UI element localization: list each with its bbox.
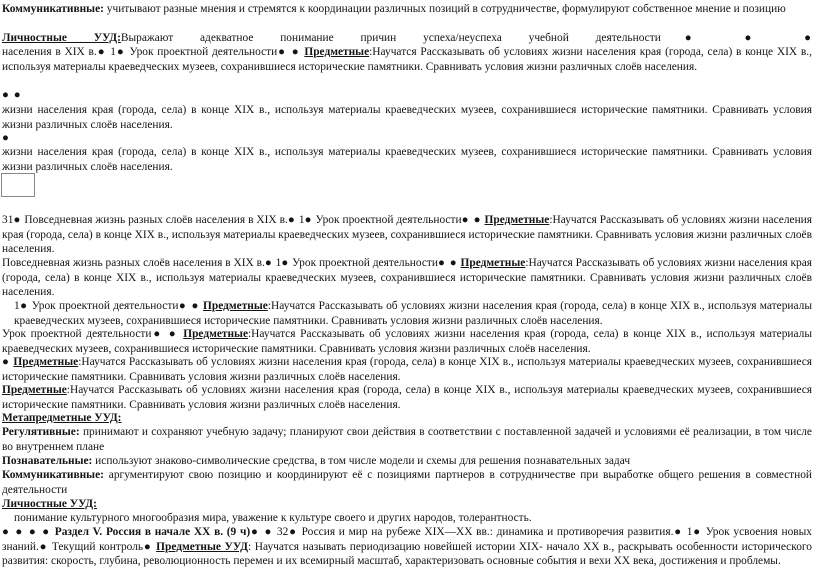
living-conditions-paragraph: жизни населения края (города, села) в конце XIX в., используя материалы краеведческих музеев, сохранившиеся исторические памятники. Сравнивать условия жизни различных слоёв населения. — [2, 104, 812, 131]
subject-results-paragraph: Предметные:Научатся Рассказывать об условиях жизни населения края (города, села) в конце XIX в., используя материалы краеведческих музеев, сохранившиеся исторические памятники. Сравнивать условия жизни различных слоёв населения. — [2, 384, 812, 411]
empty-table-cell — [1, 173, 35, 197]
project-lesson-paragraph: Урок проектной деятельности● ● Предметные:Научатся Рассказывать об условиях жизни населения края (города, села) в конце XIX в., используя материалы краеведческих музеев, сохранившиеся исторические памятники. Сравнивать условия жизни различных слоёв населения. — [2, 328, 813, 355]
subject-label: Предметные — [183, 328, 249, 340]
bullet-icon: ● — [2, 356, 11, 368]
bullet-icon: ● ● — [437, 257, 458, 269]
bullet-icon: ● ● ● — [660, 32, 812, 44]
communicative-label: Коммуникативные: — [2, 3, 104, 15]
bullet-icon: ● — [13, 214, 22, 226]
bullet-icon: ● — [692, 526, 703, 538]
bullet-icon: ● — [38, 540, 49, 553]
regulatory-label: Регулятивные: — [2, 426, 80, 438]
personal-uud-label: Личностные УУД: — [2, 32, 121, 44]
communicative-uud-paragraph: Коммуникативные: учитывают разные мнения и стремятся к координации различных позиций в сотрудничестве, формулируют собственное мнение и позицию — [2, 3, 786, 15]
bullet-icon: ● — [96, 46, 107, 58]
lesson-31-paragraph: 31● Повседневная жизнь разных слоёв населения в XIX в.● 1● Урок проектной деятельности● ● Предметные:Научатся Рассказывать об условиях жизни населения края (города, села) в конце XIX в., используя материалы краеведческих музеев, сохранившиеся исторические памятники. Сравнивать условия жизни различных слоёв населения. — [2, 214, 813, 256]
bullet-icon: ● — [116, 46, 126, 58]
bullet-icon: ● ● — [250, 526, 274, 538]
bullet-icon: ● ● — [277, 46, 301, 58]
bullet-icon: ● — [264, 257, 273, 269]
living-conditions-paragraph: жизни населения края (города, села) в конце XIX в., используя материалы краеведческих музеев, сохранившиеся исторические памятники. Сравнивать условия жизни различных слоёв населения. — [2, 146, 812, 173]
section-v-paragraph: ● ● ● ● Раздел V. Россия в начале XX в. (9 ч)● ● 32● Россия и мир на рубеже XIX—XX вв.: динамика и противоречия развития.● 1● Урок усвоения новых знаний.● Текущий контроль● Предметные УУД: Научатся называть периодизацию новейшей истории XIX- начало XX в., раскрывать особенности исторического развития: скорость, глубина, революционность перемен и их всемирный масштаб, характеризовать основные события и вехи XX века, достижения и проблемы. — [2, 526, 812, 568]
communicative-paragraph: Коммуникативные: аргументируют свою позицию и координируют её с позициями партнеров в сотрудничестве при выработке общего решения в совместной деятельности — [2, 469, 812, 496]
bullet-icon: ● — [673, 526, 684, 538]
personal-results-paragraph: понимание культурного многообразия мира, уважение к культуре своего и других народов, толерантность. — [14, 512, 532, 524]
section-title: Раздел V. Россия в начале XX в. (9 ч) — [51, 526, 251, 538]
regulatory-paragraph: Регулятивные: принимают и сохраняют учебную задачу; планируют свои действия в соответствии с поставленной задачей и условиями её реализации, в том числе во внутреннем плане — [2, 426, 812, 453]
bullet-icon: ● — [281, 257, 290, 269]
bullet-icon: ● ● ● ● — [2, 526, 52, 538]
bullet-icon: ● ● — [461, 214, 482, 226]
bullet-icon: ● — [19, 300, 29, 312]
subject-label: Предметные — [484, 214, 550, 226]
subject-results-paragraph: ● Предметные:Научатся Рассказывать об условиях жизни населения края (города, села) в конце XIX в., используя материалы краеведческих музеев, сохранившиеся исторические памятники. Сравнивать условия жизни различных слоёв населения. — [2, 356, 812, 383]
bullet-icon: ● — [304, 214, 313, 226]
bullet-line — [2, 131, 812, 146]
bullet-icon: ● — [287, 214, 296, 226]
bullet-icon: ● — [288, 526, 298, 538]
everyday-life-paragraph: Повседневная жизнь разных слоёв населения в XIX в.● 1● Урок проектной деятельности● ● Предметные:Научатся Рассказывать об условиях жизни населения края (города, села) в конце XIX в., используя материалы краеведческих музеев, сохранившиеся исторические памятники. Сравнивать условия жизни различных слоёв населения. — [2, 257, 812, 299]
bullet-line — [2, 88, 812, 103]
personal-heading: Личностные УУД: — [2, 498, 97, 510]
cognitive-label: Познавательные: — [2, 455, 93, 467]
lesson-paragraph: населения в XIX в.● 1● Урок проектной деятельности● ● Предметные:Научатся Рассказывать об условиях жизни населения края (города, села) в конце XIX в., используя материалы краеведческих музеев, сохранившиеся исторические памятники. Сравнивать условия жизни различных слоёв населения. — [2, 46, 812, 73]
subject-label: Предметные — [460, 257, 526, 269]
bullet-icon: ● ● — [2, 89, 22, 101]
cognitive-paragraph: Познавательные: используют знаково-символические средства, в том числе модели и схемы для решения познавательных задач — [2, 455, 631, 467]
metasubject-heading: Метапредметные УУД: — [2, 412, 122, 424]
subject-label: Предметные — [304, 46, 370, 58]
communicative-label: Коммуникативные: — [2, 469, 104, 481]
bullet-icon: ● ● — [178, 300, 200, 312]
subject-label: Предметные УУД — [156, 540, 248, 553]
subject-label: Предметные — [203, 300, 268, 312]
bullet-icon: ● — [2, 132, 10, 144]
project-lesson-paragraph: 1● Урок проектной деятельности● ● Предметные:Научатся Рассказывать об условиях жизни населения края (города, села) в конце XIX в., используя материалы краеведческих музеев, сохранившиеся исторические памятники. Сравнивать условия жизни различных слоёв населения. — [14, 300, 812, 327]
personal-uud-paragraph: Личностные УУД:Выражают адекватное понимание причин успеха/неуспеха учебной деятельности● ● ● — [2, 32, 812, 44]
bullet-icon: ● — [143, 540, 153, 553]
bullet-icon: ● ● — [151, 328, 179, 340]
subject-label: Предметные — [13, 356, 79, 368]
subject-label: Предметные — [2, 384, 67, 396]
